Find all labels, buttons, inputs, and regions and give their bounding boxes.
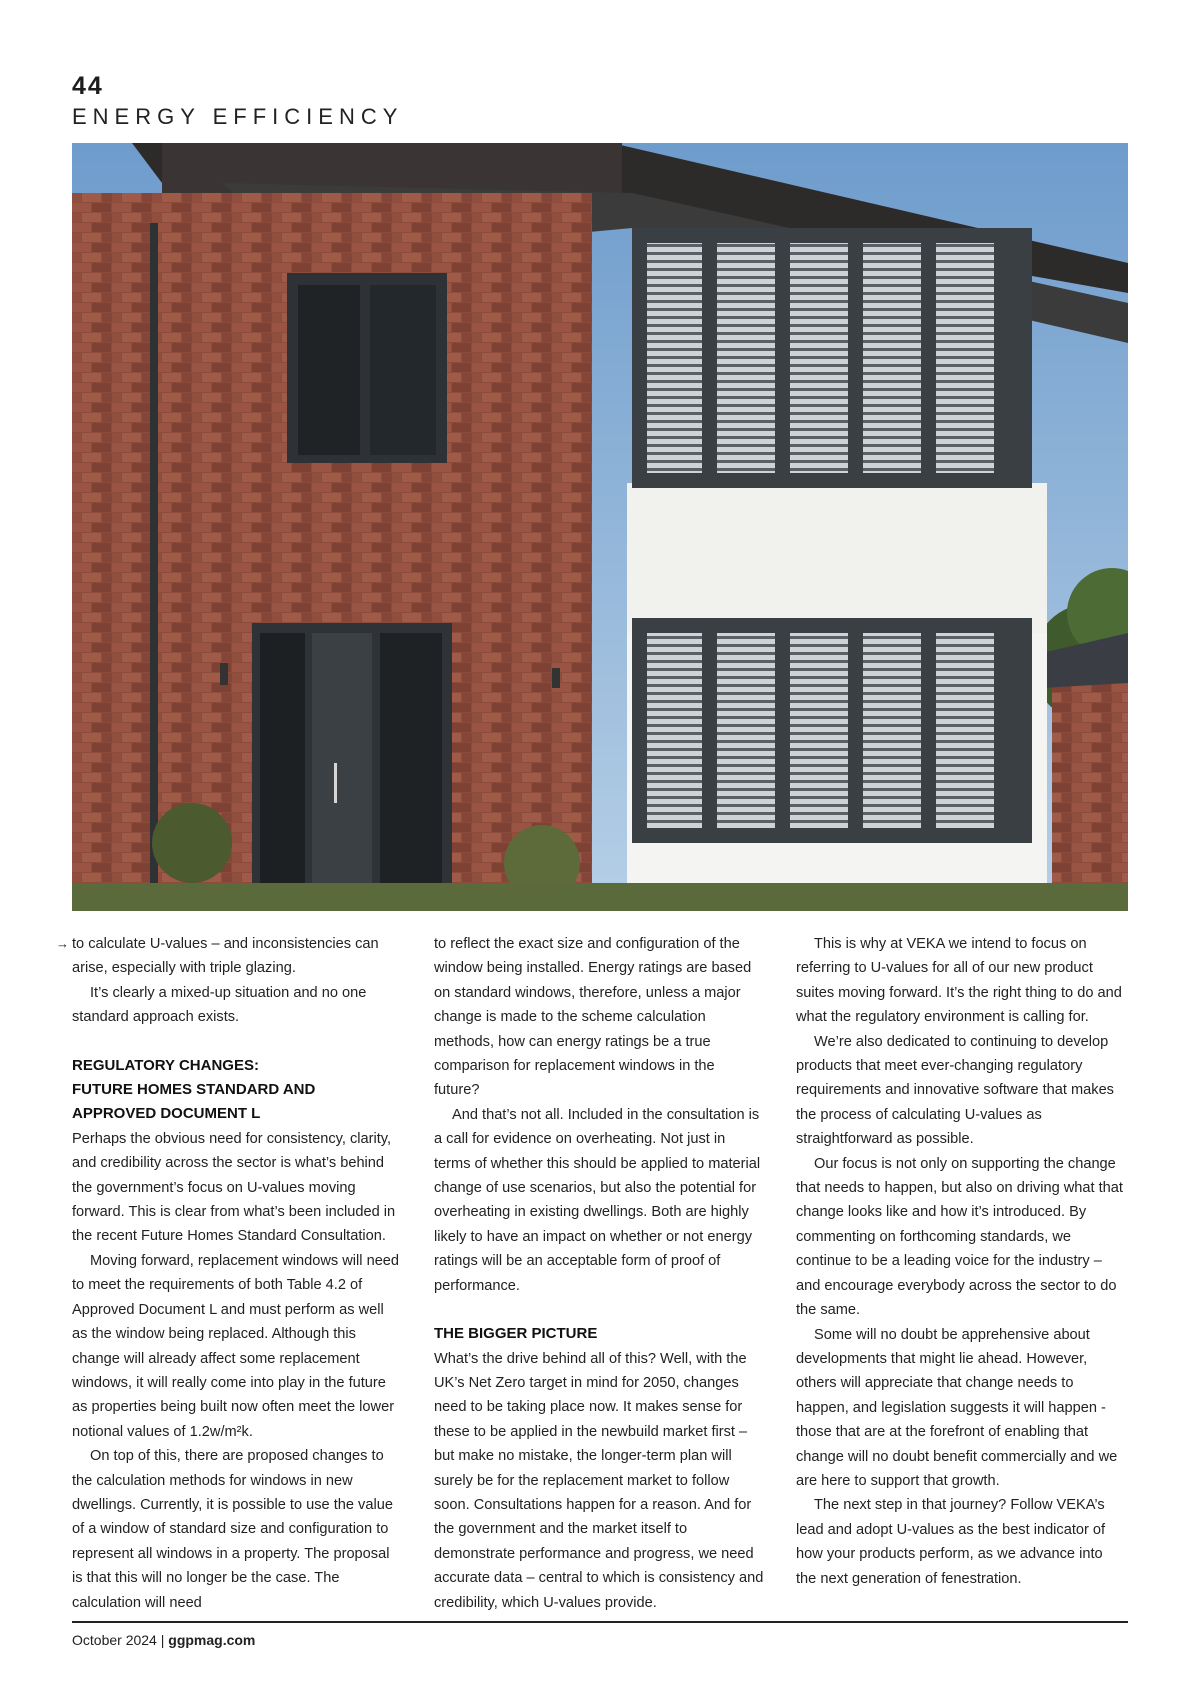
paragraph: It’s clearly a mixed-up situation and no one standard approach exists. [72,984,367,1026]
paragraph: This is why at VEKA we intend to focus on referring to U-values for all of our new product suites moving forward. It’s the right thing to do and what the regulatory environment is calling for. [796,936,1122,1026]
footer-date: October 2024 [72,1632,157,1648]
column-2 [434,932,764,1615]
subheading-bigger-picture: THE BIGGER PICTURE [434,1325,598,1343]
paragraph: And that’s not all. Included in the consultation is a call for evidence on overheating. Not just in terms of whether this should be applied to material change of use scenarios, but also the potential for overheating in existing dwellings. Both are highly likely to have an impact on whether or not energy ratings will be an acceptable form of proof of performance. [434,1106,761,1294]
page-number: 44 [72,72,104,100]
subheading-line: APPROVED DOCUMENT L [72,1105,261,1123]
column-3 [796,932,1126,1591]
paragraph: Some will no doubt be apprehensive about developments that might lie ahead. However, others will appreciate that change needs to happen, and legislation suggests it will happen - those that are at the forefront of enabling that change will no doubt benefit commercially and we are here to support that growth. [796,1326,1118,1489]
footer-site-link[interactable]: ggpmag.com [168,1632,256,1648]
paragraph: to reflect the exact size and configuration of the window being installed. Energy ratings are based on standard windows, therefore, unless a major change is made to the scheme calculation methods, how can energy ratings be a true comparison for replacement windows in the future? [434,936,752,1099]
subheading-regulatory-changes [72,1054,402,1127]
paragraph: to calculate U-values – and inconsistencies can arise, especially with triple glazing. [72,936,379,977]
subheading-line: FUTURE HOMES STANDARD AND [72,1081,316,1099]
section-title: ENERGY EFFICIENCY [72,104,404,129]
paragraph: On top of this, there are proposed changes to the calculation methods for windows in new dwellings. Currently, it is possible to use the value of a window of standard size and configuration to represent all windows in a property. The proposal is that this will no longer be the case. The calculation will need [72,1448,393,1611]
footer-separator: | [160,1632,165,1648]
continuation-arrow-icon: → [56,936,69,951]
subheading-line: REGULATORY CHANGES: [72,1056,259,1074]
paragraph: The next step in that journey? Follow VEKA’s lead and adopt U-values as the best indicator of how your products perform, as we advance into the next generation of fenestration. [796,1497,1106,1587]
footer-divider [72,1621,1128,1623]
paragraph: Perhaps the obvious need for consistency, clarity, and credibility across the sector is what’s behind the government’s focus on U-values moving forward. This is clear from what’s been included in the recent Future Homes Standard Consultation. [72,1130,396,1245]
hero-image [72,143,1128,911]
paragraph: Moving forward, replacement windows will need to meet the requirements of both Table 4.2 of Approved Document L and must perform as well as the window being replaced. Although this change will already affect some replacement windows, it will really come into play in the future as properties being built now often meet the lower notional values of 1.2w/m²k. [72,1252,400,1440]
column-1 [56,932,402,1615]
paragraph: We’re also dedicated to continuing to develop products that meet ever-changing regulatory requirements and innovative software that makes the process of calculating U-values as straightforward as possible. [796,1033,1114,1148]
paragraph: Our focus is not only on supporting the change that needs to happen, but also on driving what that change looks like and how it’s introduced. By commenting on forthcoming standards, we continue to be a leading voice for the industry – and encourage everybody across the sector to do the same. [796,1155,1123,1319]
footer [72,1632,255,1648]
article-columns [56,932,1128,1611]
paragraph: What’s the drive behind all of this? Well, with the UK’s Net Zero target in mind for 2050, changes need to be taking place now. It makes sense for these to be applied in the newbuild market first – but make no mistake, the longer-term plan will surely be for the replacement market to follow soon. Consultations happen for a reason. And for the government and the market itself to demonstrate performance and progress, we need accurate data – central to which is consistency and credibility, which U-values provide. [434,1350,764,1611]
house-photo-icon [72,143,1128,911]
